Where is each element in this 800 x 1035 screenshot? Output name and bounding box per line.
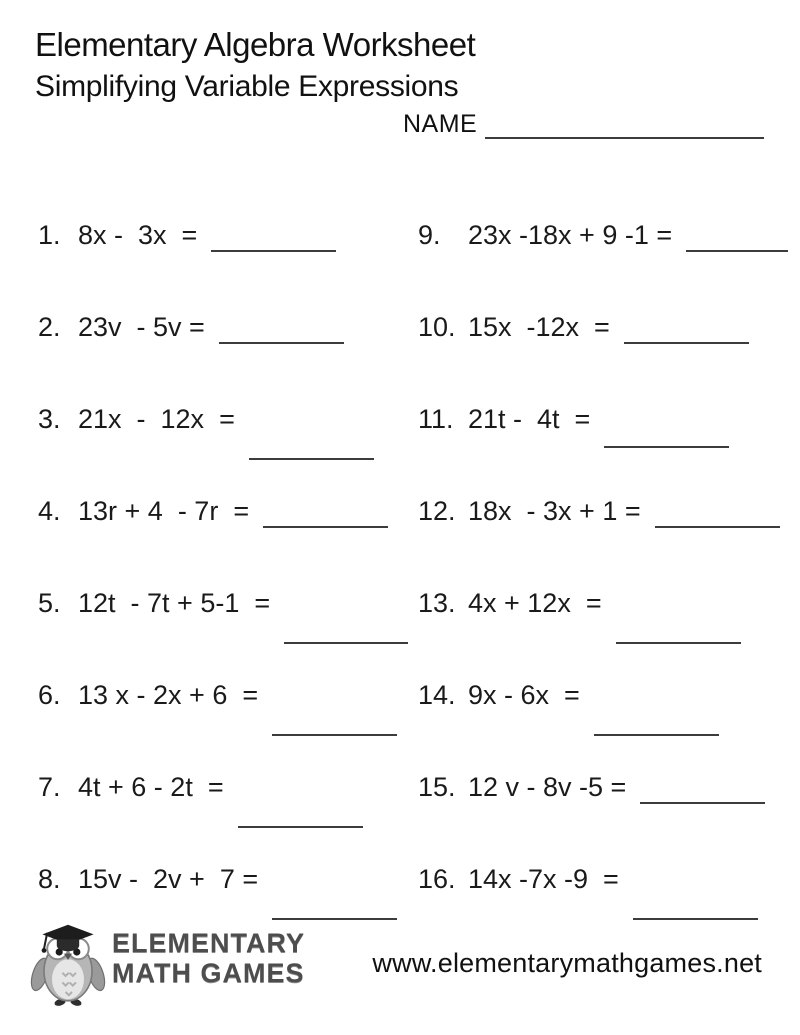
- answer-blank-line[interactable]: [219, 315, 344, 344]
- problem-number: 2.: [38, 312, 61, 342]
- problem-number: 15.: [418, 772, 456, 802]
- page-title: Elementary Algebra Worksheet: [35, 26, 476, 63]
- answer-blank-line[interactable]: [272, 707, 397, 736]
- problem-16: [418, 849, 788, 941]
- problem-expression: 14x -7x -9 =: [468, 864, 619, 894]
- answer-blank-line[interactable]: [633, 891, 758, 920]
- answer-blank-line[interactable]: [238, 799, 363, 828]
- owl-graduate-icon: [28, 916, 108, 1012]
- problem-11: [418, 389, 788, 481]
- answer-blank-line[interactable]: [594, 707, 719, 736]
- problem-number: 1.: [38, 220, 61, 250]
- problem-expression: 15v - 2v + 7 =: [78, 864, 259, 894]
- name-blank-line[interactable]: [485, 111, 764, 139]
- problem-15: [418, 757, 788, 849]
- answer-blank-line[interactable]: [655, 499, 780, 528]
- problem-number: 16.: [418, 864, 456, 894]
- name-row: [403, 110, 764, 139]
- logo-line-1: ELEMENTARY: [112, 928, 306, 958]
- problem-expression: 12 v - 8v -5 =: [468, 772, 627, 802]
- problem-number: 7.: [38, 772, 61, 802]
- answer-blank-line[interactable]: [284, 615, 408, 644]
- answer-blank-line[interactable]: [263, 499, 388, 528]
- problem-number: 10.: [418, 312, 456, 342]
- problem-3: [38, 389, 408, 481]
- problem-number: 11.: [418, 404, 454, 434]
- problem-expression: 23v - 5v =: [78, 312, 205, 342]
- problem-6: [38, 665, 408, 757]
- website-url[interactable]: www.elementarymathgames.net: [372, 948, 762, 978]
- problem-expression: 23x -18x + 9 -1 =: [468, 220, 673, 250]
- answer-blank-line[interactable]: [624, 315, 749, 344]
- problem-expression: 21x - 12x =: [78, 404, 235, 434]
- problems-column-left: [38, 205, 408, 941]
- problem-expression: 12t - 7t + 5-1 =: [78, 588, 271, 618]
- problem-number: 13.: [418, 588, 456, 618]
- problem-13: [418, 573, 788, 665]
- problem-expression: 13r + 4 - 7r =: [78, 496, 250, 526]
- problem-expression: 9x - 6x =: [468, 680, 580, 710]
- problem-12: [418, 481, 788, 573]
- problem-expression: 18x - 3x + 1 =: [468, 496, 641, 526]
- problem-expression: 13 x - 2x + 6 =: [78, 680, 259, 710]
- problem-1: [38, 205, 408, 297]
- problem-number: 12.: [418, 496, 456, 526]
- problem-7: [38, 757, 408, 849]
- logo-line-2: MATH GAMES: [112, 958, 305, 988]
- logo-text: [112, 928, 305, 1012]
- answer-blank-line[interactable]: [686, 223, 788, 252]
- elementary-math-games-logo: [28, 916, 305, 1012]
- problem-number: 3.: [38, 404, 61, 434]
- problem-4: [38, 481, 408, 573]
- answer-blank-line[interactable]: [249, 431, 374, 460]
- problem-9: [418, 205, 788, 297]
- problem-number: 5.: [38, 588, 61, 618]
- answer-blank-line[interactable]: [616, 615, 741, 644]
- problem-number: 4.: [38, 496, 61, 526]
- page-subtitle: Simplifying Variable Expressions: [35, 70, 459, 103]
- name-label: NAME: [403, 110, 478, 138]
- problem-expression: 21t - 4t =: [468, 404, 591, 434]
- problem-expression: 4x + 12x =: [468, 588, 602, 618]
- problems-column-right: [418, 205, 788, 941]
- answer-blank-line[interactable]: [640, 775, 765, 804]
- answer-blank-line[interactable]: [211, 223, 336, 252]
- problem-5: [38, 573, 408, 665]
- problem-number: 14.: [418, 680, 456, 710]
- problem-2: [38, 297, 408, 389]
- problem-number: 9.: [418, 220, 441, 250]
- problem-expression: 15x -12x =: [468, 312, 610, 342]
- problem-expression: 4t + 6 - 2t =: [78, 772, 224, 802]
- problem-14: [418, 665, 788, 757]
- problem-expression: 8x - 3x =: [78, 220, 198, 250]
- problem-10: [418, 297, 788, 389]
- answer-blank-line[interactable]: [604, 419, 729, 448]
- problem-number: 6.: [38, 680, 61, 710]
- problem-number: 8.: [38, 864, 61, 894]
